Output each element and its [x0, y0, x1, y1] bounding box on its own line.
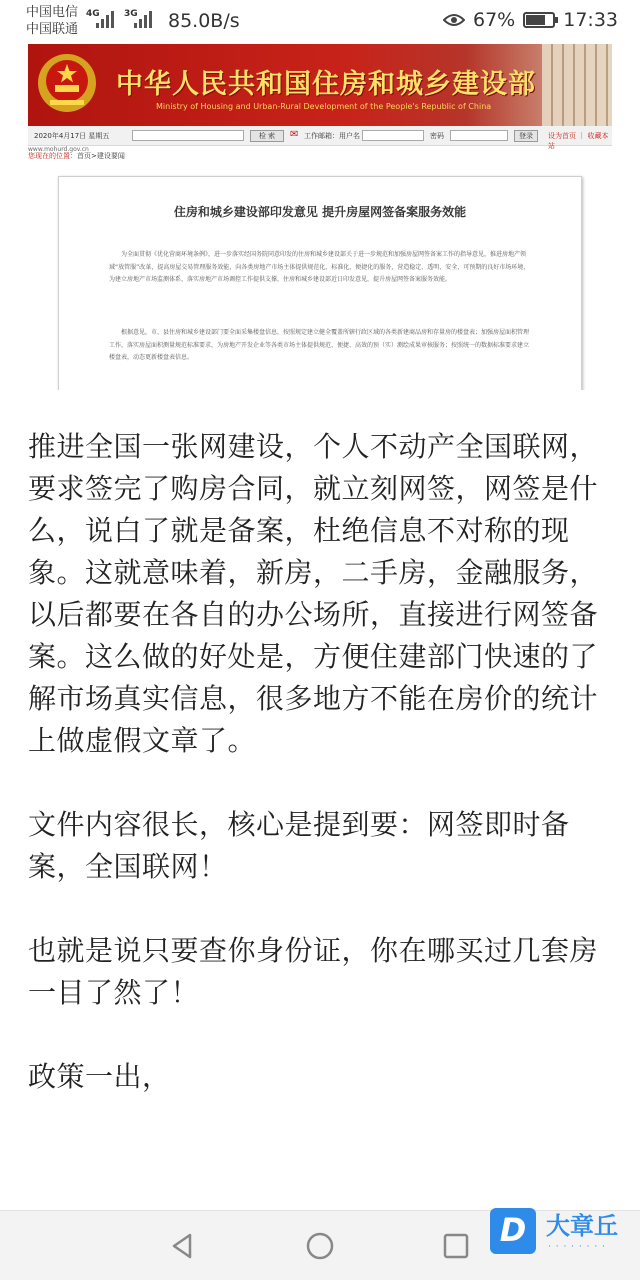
breadcrumb-path[interactable]: 首页>建设要闻	[77, 152, 125, 160]
article-paragraph-1: 推进全国一张网建设，个人不动产全国联网，要求签完了购房合同，就立刻网签，网签是什么，说白了就是备案，杜绝信息不对称的现象。这就意味着，新房，二手房，金融服务，以后都要在各自的办公场所，直接进行网签备案。这么做的好处是，方便住建部门快速的了解市场真实信息，很多地方不能在房价的统计上做虚假文章了。	[28, 430, 599, 757]
status-bar	[0, 0, 640, 44]
clock: 17:33	[563, 9, 618, 31]
recents-icon[interactable]	[441, 1231, 471, 1261]
breadcrumb-prefix: 您现在的位置：	[28, 152, 77, 160]
ministry-title-en: Ministry of Housing and Urban-Rural Development of the People's Republic of China	[156, 102, 492, 111]
document-title: 住房和城乡建设部印发意见 提升房屋网签备案服务效能	[173, 205, 467, 219]
site-search-button[interactable]: 检 索	[250, 130, 284, 142]
mail-login-button[interactable]: 登录	[514, 130, 538, 142]
site-url: www.mohurd.gov.cn	[28, 146, 89, 153]
site-search-input[interactable]	[132, 130, 244, 141]
breadcrumb	[28, 151, 125, 161]
back-icon[interactable]	[168, 1231, 198, 1261]
article-paragraph-4: 政策一出，	[28, 1060, 171, 1093]
mail-username-label: 工作邮箱：用户名	[304, 132, 360, 140]
document-panel	[58, 176, 582, 390]
battery-icon	[523, 12, 555, 28]
eye-comfort-icon	[443, 13, 465, 27]
national-emblem-icon	[36, 52, 98, 114]
watermark	[490, 1206, 640, 1258]
watermark-subtext: · · · · · · · ·	[548, 1242, 606, 1252]
mail-password-label: 密码	[430, 132, 444, 140]
watermark-name: 大章丘	[546, 1212, 618, 1240]
ministry-banner	[28, 44, 612, 126]
home-icon[interactable]	[305, 1231, 335, 1261]
article-paragraph-2: 文件内容很长，核心是提到要：网签即时备案，全国联网！	[28, 808, 570, 883]
ministry-title: 中华人民共和国住房和城乡建设部	[116, 69, 536, 100]
article-image	[28, 44, 612, 390]
article-paragraph-3: 也就是说只要查你身份证，你在哪买过几套房一目了然了！	[28, 934, 599, 1009]
carrier-labels	[26, 4, 78, 38]
site-date: 2020年4月17日 星期五	[34, 132, 110, 140]
carrier-unicom: 中国联通	[26, 22, 79, 37]
network-type-2: 3G	[124, 9, 138, 19]
battery-percent: 67%	[473, 9, 516, 31]
mail-icon: ✉	[290, 129, 299, 140]
article-body	[28, 426, 618, 1098]
network-speed: 85.0B/s	[168, 10, 240, 32]
document-paragraph-1: 为全面贯彻《优化营商环境条例》，进一步落实经国务院同意印发的住房和城乡建设部关于进一步规范和加强房屋网签备案工作的指导意见，推进房地产领域“放管服”改革，提高房屋交易管理服务效能，向各类房地产市场主体提供规范化、标准化、便捷化的服务，营造稳定、透明、安全、可预期的良好市场环境，为建立房地产市场监测体系、落实房地产市场调控工作提供支撑，住房和城乡建设部近日印发意见，提升房屋网签备案服务效能。	[109, 251, 530, 283]
signal-icon	[96, 10, 114, 28]
carrier-telecom: 中国电信	[26, 5, 79, 20]
network-type-1: 4G	[86, 9, 100, 19]
document-paragraph-2: 根据意见，市、县住房和城乡建设部门要全面采集楼盘信息，按照规定建立健全覆盖所辖行政区域的各类新建商品房和存量房的楼盘表；加强房屋面积管理工作，落实房屋面积测量规范标准要求，为房地产开发企业等各类市场主体提供规范、便捷、高效的预（实）测绘成果审核服务；按照统一的数据标准要求建立楼盘表，动态更新楼盘表信息。	[109, 329, 530, 361]
homepage-links[interactable]: 设为首页 ｜ 收藏本站	[548, 132, 609, 150]
mail-username-input[interactable]	[362, 130, 424, 141]
mail-password-input[interactable]	[450, 130, 508, 141]
signal-icon-2	[134, 10, 152, 28]
watermark-logo-icon: D	[490, 1208, 536, 1254]
building-photo	[542, 44, 612, 126]
